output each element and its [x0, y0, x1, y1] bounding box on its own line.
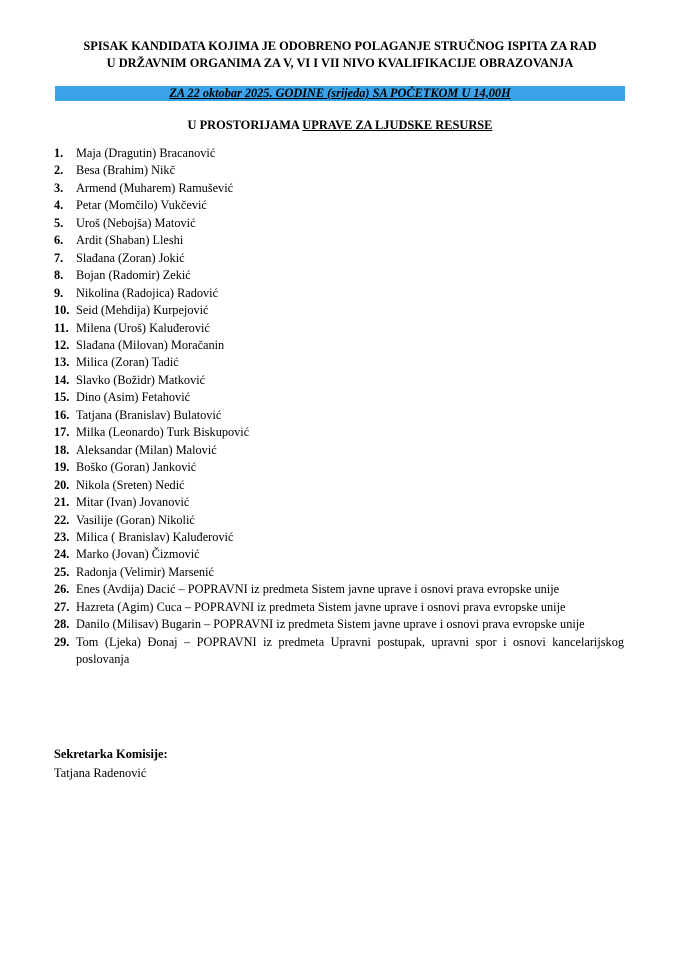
- candidate-row: [54, 354, 624, 371]
- signature-name: Tatjana Radenović: [54, 766, 147, 780]
- candidate-number: 21.: [54, 495, 70, 510]
- exam-date-banner: [55, 86, 625, 101]
- candidate-row: [54, 215, 624, 232]
- candidate-number: 29.: [54, 634, 70, 649]
- candidate-name: Milica ( Branislav) Kaluđerović: [76, 529, 234, 544]
- candidate-row: [54, 180, 624, 197]
- candidate-number: 22.: [54, 512, 70, 527]
- candidate-name: Danilo (Milisav) Bugarin – POPRAVNI iz predmeta Sistem javne uprave i osnovi prava evropske unije: [76, 617, 585, 632]
- candidate-name: Slađana (Zoran) Jokić: [76, 250, 185, 265]
- candidate-row: [54, 634, 624, 669]
- candidate-row: [54, 512, 624, 529]
- candidate-number: 12.: [54, 337, 70, 352]
- candidate-row: [54, 389, 624, 406]
- candidate-name: Slađana (Milovan) Moračanin: [76, 337, 225, 352]
- candidate-name: Uroš (Nebojša) Matović: [76, 215, 196, 230]
- candidate-name: Hazreta (Agim) Cuca – POPRAVNI iz predmeta Sistem javne uprave i osnovi prava evropske unije: [76, 599, 566, 614]
- candidate-number: 4.: [54, 198, 64, 213]
- candidate-number: 19.: [54, 460, 70, 475]
- candidate-name: Milica (Zoran) Tadić: [76, 355, 179, 370]
- candidate-number: 26.: [54, 582, 70, 597]
- candidate-number: 6.: [54, 233, 64, 248]
- location-name: UPRAVE ZA LJUDSKE RESURSE: [302, 118, 493, 132]
- candidate-row: [54, 267, 624, 284]
- candidate-number: 25.: [54, 564, 70, 579]
- candidate-row: [54, 442, 624, 459]
- candidate-name: Nikola (Sreten) Nedić: [76, 477, 185, 492]
- candidate-name: Boško (Goran) Janković: [76, 460, 197, 475]
- candidate-number: 20.: [54, 477, 70, 492]
- candidate-number: 28.: [54, 617, 70, 632]
- candidate-name: Mitar (Ivan) Jovanović: [76, 495, 190, 510]
- candidate-number: 18.: [54, 442, 70, 457]
- candidate-name: Petar (Momčilo) Vukčević: [76, 198, 207, 213]
- candidate-number: 11.: [54, 320, 69, 335]
- candidate-number: 5.: [54, 215, 64, 230]
- candidate-name: Enes (Avdija) Dacić – POPRAVNI iz predmeta Sistem javne uprave i osnovi prava evropske unije: [76, 582, 560, 597]
- candidate-row: [54, 494, 624, 511]
- exam-date-text: ZA 22 oktobar 2025. GODINE (srijeda) SA POČETKOM U 14,00H: [169, 86, 511, 100]
- candidate-number: 13.: [54, 355, 70, 370]
- candidate-number: 16.: [54, 407, 70, 422]
- candidate-row: [54, 232, 624, 249]
- candidate-row: [54, 285, 624, 302]
- candidate-name: Besa (Brahim) Nikč: [76, 163, 176, 178]
- candidate-row: [54, 145, 624, 162]
- candidate-row: [54, 564, 624, 581]
- candidate-row: [54, 424, 624, 441]
- candidate-row: [54, 459, 624, 476]
- candidate-name: Tatjana (Branislav) Bulatović: [76, 407, 222, 422]
- candidate-row: [54, 599, 624, 616]
- candidate-name: Ardit (Shaban) Lleshi: [76, 233, 184, 248]
- document-title: [40, 38, 640, 72]
- candidate-row: [54, 616, 624, 633]
- candidate-row: [54, 372, 624, 389]
- candidate-name: Dino (Asim) Fetahović: [76, 390, 191, 405]
- candidate-number: 27.: [54, 599, 70, 614]
- candidate-number: 10.: [54, 303, 70, 318]
- candidate-row: [54, 250, 624, 267]
- candidate-row: [54, 162, 624, 179]
- candidate-row: [54, 320, 624, 337]
- candidate-name: Armend (Muharem) Ramušević: [76, 180, 234, 195]
- candidate-number: 14.: [54, 372, 70, 387]
- candidate-number: 24.: [54, 547, 70, 562]
- candidate-row: [54, 529, 624, 546]
- candidate-number: 9.: [54, 285, 64, 300]
- candidate-row: [54, 197, 624, 214]
- candidate-name: Radonja (Velimir) Marsenić: [76, 564, 214, 579]
- exam-location: [40, 117, 640, 133]
- title-line-1: SPISAK KANDIDATA KOJIMA JE ODOBRENO POLAGANJE STRUČNOG ISPITA ZA RAD: [83, 39, 597, 53]
- candidate-number: 2.: [54, 163, 64, 178]
- candidate-row: [54, 302, 624, 319]
- candidate-name: Vasilije (Goran) Nikolić: [76, 512, 195, 527]
- candidate-name: Nikolina (Radojica) Radović: [76, 285, 219, 300]
- location-prefix: U PROSTORIJAMA: [187, 118, 303, 132]
- candidate-list: [54, 145, 624, 669]
- candidate-number: 7.: [54, 250, 64, 265]
- candidate-name: Maja (Dragutin) Bracanović: [76, 146, 216, 160]
- candidate-row: [54, 407, 624, 424]
- candidate-name: Aleksandar (Milan) Malović: [76, 442, 217, 457]
- candidate-name: Milka (Leonardo) Turk Biskupović: [76, 425, 250, 440]
- candidate-name: Bojan (Radomir) Zekić: [76, 268, 191, 283]
- candidate-name: Seid (Mehdija) Kurpejović: [76, 303, 209, 318]
- candidate-number: 23.: [54, 529, 70, 544]
- candidate-number: 15.: [54, 390, 70, 405]
- candidate-row: [54, 477, 624, 494]
- signature-label: Sekretarka Komisije:: [54, 747, 168, 761]
- candidate-name: Marko (Jovan) Čizmović: [76, 547, 200, 562]
- candidate-row: [54, 337, 624, 354]
- candidate-name: Slavko (Božidr) Matković: [76, 372, 206, 387]
- signature-block: [54, 745, 168, 783]
- candidate-row: [54, 546, 624, 563]
- candidate-number: 17.: [54, 425, 70, 440]
- candidate-number: 1.: [54, 146, 64, 160]
- candidate-name: Milena (Uroš) Kaluđerović: [76, 320, 210, 335]
- candidate-number: 3.: [54, 180, 64, 195]
- candidate-row: [54, 581, 624, 598]
- title-line-2: U DRŽAVNIM ORGANIMA ZA V, VI I VII NIVO KVALIFIKACIJE OBRAZOVANJA: [106, 56, 574, 70]
- candidate-number: 8.: [54, 268, 64, 283]
- candidate-name: Tom (Ljeka) Đonaj – POPRAVNI iz predmeta Upravni postupak, upravni spor i osnovi kancelarijskog poslovanja: [76, 634, 624, 667]
